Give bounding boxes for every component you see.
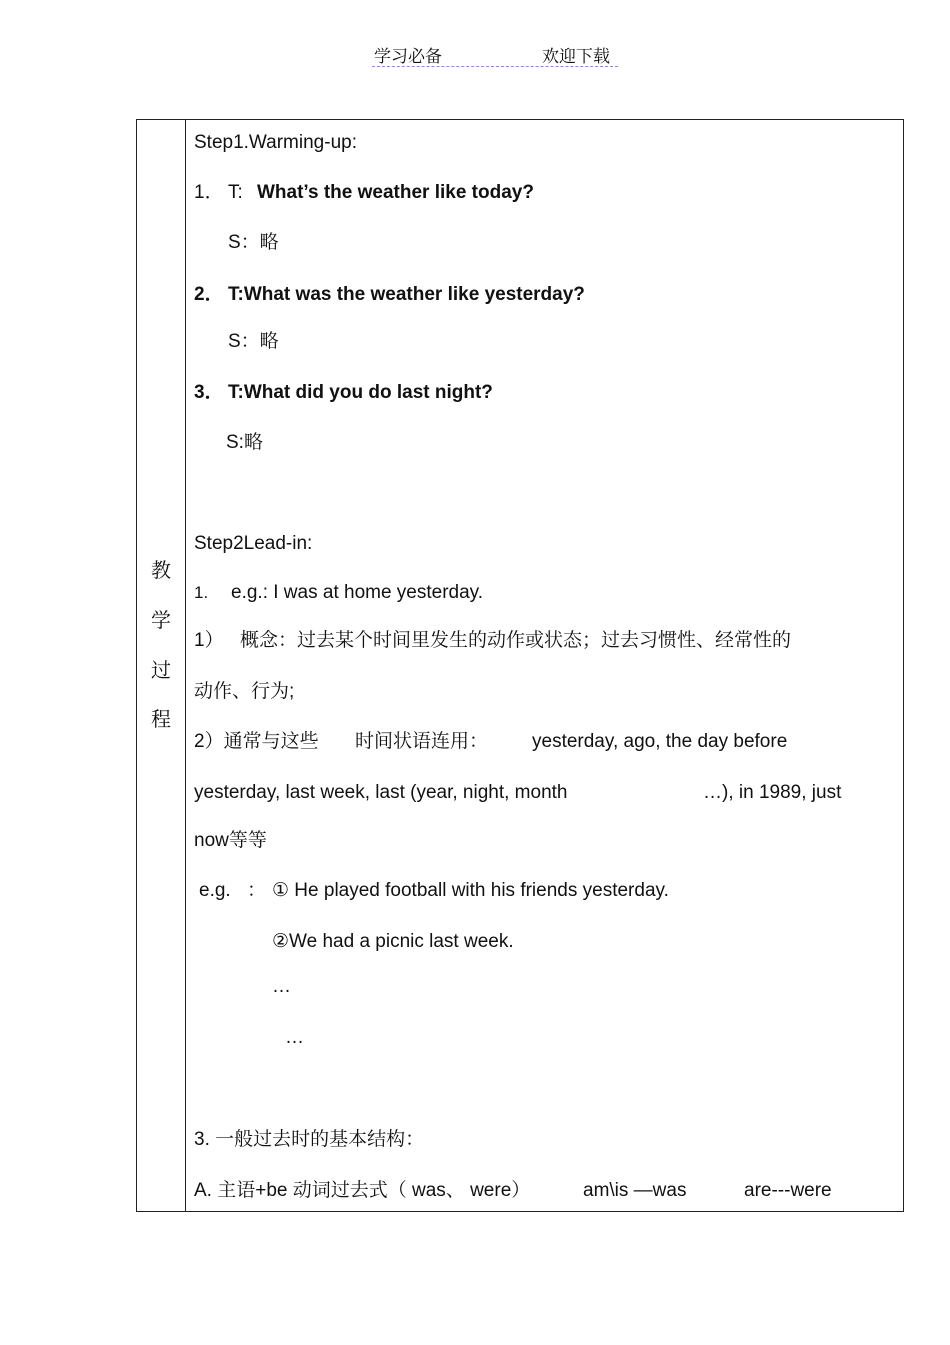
step2-title: Step2Lead-in: <box>194 533 313 554</box>
section-label-char: 程 <box>151 709 171 731</box>
usage-text-a: 2）通常与这些 <box>194 731 319 752</box>
structure-c: are---were <box>744 1180 832 1201</box>
concept-number: 1） <box>194 630 224 651</box>
usage-text-f: now等等 <box>194 830 267 851</box>
structure-title: 3. 一般过去时的基本结构： <box>194 1129 425 1150</box>
usage-text-d: yesterday, last week, last (year, night, month <box>194 782 568 803</box>
usage-text-c: yesterday, ago, the day before <box>532 731 788 752</box>
section-label-char: 学 <box>151 610 171 632</box>
header-left-text: 学习必备 <box>374 47 442 66</box>
section-label-column <box>137 120 185 1211</box>
step1-title: Step1.Warming-up: <box>194 132 357 153</box>
question-2-text: T:What was the weather like yesterday? <box>228 284 585 305</box>
concept-text-line2: 动作、行为; <box>194 681 295 702</box>
concept-text-line1: 概念：过去某个时间里发生的动作或状态；过去习惯性、经常性的 <box>240 630 792 651</box>
answer-2: S：略 <box>228 331 279 352</box>
example-1-text: e.g.: I was at home yesterday. <box>231 582 484 603</box>
usage-text-e: …), in 1989, just <box>703 782 842 803</box>
question-1-teacher: T: <box>228 182 243 203</box>
answer-1: S：略 <box>228 232 279 253</box>
ellipsis: … <box>285 1027 304 1048</box>
structure-a: A. 主语+be 动词过去式（ was、 were） <box>194 1180 531 1201</box>
ellipsis: … <box>272 976 291 997</box>
section-label-char: 教 <box>151 560 171 582</box>
example-sentence-2: ②We had a picnic last week. <box>272 931 514 952</box>
example-label: e.g. <box>199 880 231 901</box>
section-label-char: 过 <box>151 660 171 682</box>
header-right-text: 欢迎下载 <box>542 47 610 66</box>
page-header <box>372 40 618 67</box>
column-divider <box>185 120 186 1211</box>
question-2-number: 2． <box>194 284 224 305</box>
question-3-number: 3． <box>194 382 224 403</box>
example-colon: ： <box>247 880 267 901</box>
structure-b: am\is —was <box>583 1180 687 1201</box>
answer-3: S:略 <box>226 432 263 453</box>
question-1-text: What’s the weather like today? <box>257 182 534 203</box>
example-sentence-1: ① He played football with his friends yesterday. <box>272 880 669 901</box>
question-1-number: 1． <box>194 182 224 203</box>
usage-text-b: 时间状语连用： <box>355 731 489 752</box>
example-1-number: 1. <box>194 583 209 602</box>
question-3-text: T:What did you do last night? <box>228 382 493 403</box>
